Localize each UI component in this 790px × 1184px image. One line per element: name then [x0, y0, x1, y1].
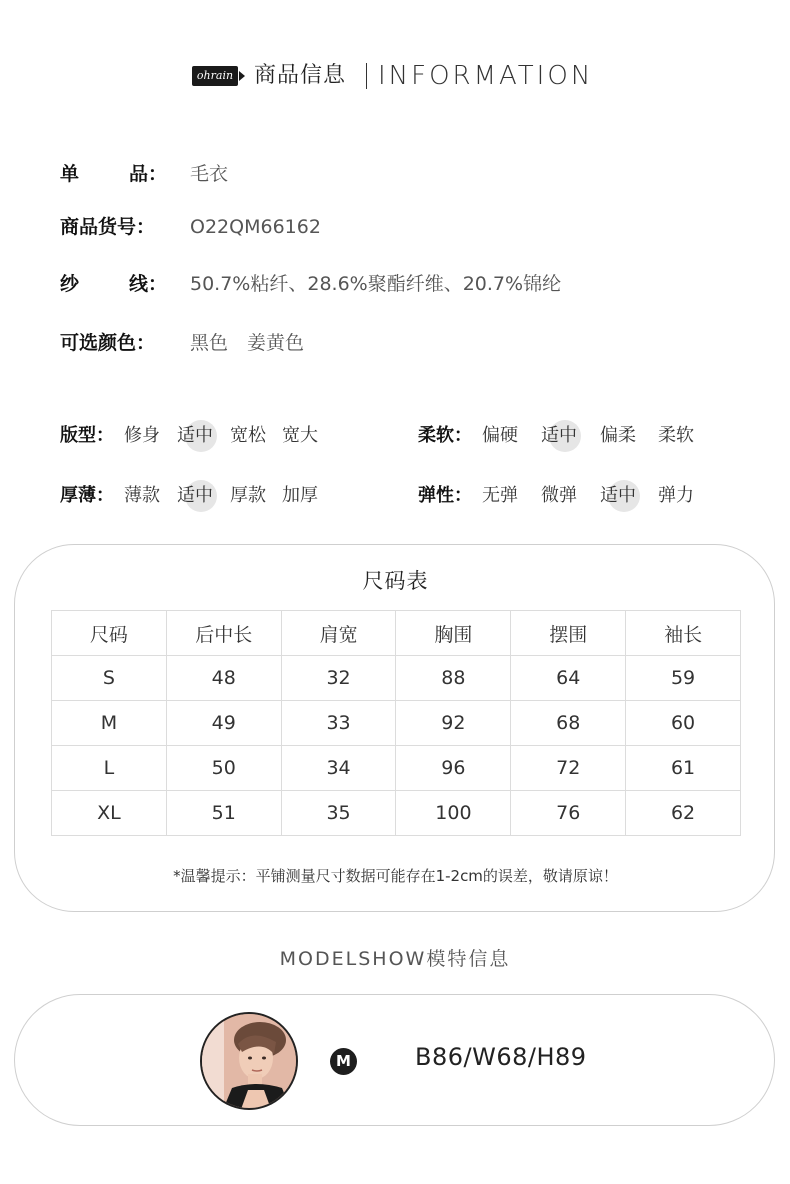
table-cell: 32 [281, 656, 396, 701]
header-divider [366, 63, 367, 89]
table-row [52, 656, 741, 701]
table-cell: 33 [281, 701, 396, 746]
attr-label: 弹性： [418, 485, 472, 506]
attr-option: 宽松 [230, 425, 266, 446]
table-header-cell: 胸围 [396, 611, 511, 656]
attr-option: 厚款 [230, 485, 266, 506]
model-portrait-icon [202, 1014, 298, 1110]
size-chart-note: *温馨提示：平铺测量尺寸数据可能存在1-2cm的误差，敬请原谅！ [173, 867, 618, 885]
table-row [52, 746, 741, 791]
info-value: 毛衣 [190, 163, 229, 185]
size-table [51, 610, 741, 836]
table-cell: 72 [511, 746, 626, 791]
info-label: 商品货号： [60, 216, 156, 238]
attr-thickness [60, 481, 360, 511]
brand-logo: ohrain [192, 66, 238, 86]
size-chart-card [14, 544, 775, 912]
table-cell: L [52, 746, 167, 791]
table-cell: 60 [626, 701, 741, 746]
attr-option-selected: 适中 [177, 421, 213, 451]
attr-option: 弹力 [658, 485, 694, 506]
attr-elasticity [418, 481, 738, 511]
table-header-cell: 尺码 [52, 611, 167, 656]
info-value: O22QM66162 [190, 216, 321, 238]
play-arrow-icon [239, 71, 245, 81]
table-cell: 76 [511, 791, 626, 836]
model-measurements: B86/W68/H89 [415, 1043, 587, 1071]
table-header-row [52, 611, 741, 656]
table-cell: 59 [626, 656, 741, 701]
table-cell: 68 [511, 701, 626, 746]
table-cell: M [52, 701, 167, 746]
attr-softness [418, 421, 738, 451]
header-title-cn: 商品信息 [254, 63, 347, 88]
attr-option: 偏硬 [482, 425, 518, 446]
attr-label: 厚薄： [60, 485, 114, 506]
attr-label: 柔软： [418, 425, 472, 446]
model-section-title: MODELSHOW模特信息 [279, 948, 511, 970]
attr-option: 偏柔 [600, 425, 636, 446]
info-label: 可选颜色： [60, 332, 156, 354]
table-cell: 92 [396, 701, 511, 746]
table-cell: 48 [166, 656, 281, 701]
table-cell: 88 [396, 656, 511, 701]
model-card [14, 994, 775, 1126]
attr-option: 加厚 [282, 485, 318, 506]
table-cell: 49 [166, 701, 281, 746]
model-avatar [200, 1012, 298, 1110]
table-cell: 100 [396, 791, 511, 836]
table-cell: 62 [626, 791, 741, 836]
table-header-cell: 袖长 [626, 611, 741, 656]
attr-option: 微弹 [541, 485, 577, 506]
table-header-cell: 肩宽 [281, 611, 396, 656]
attr-option: 无弹 [482, 485, 518, 506]
attr-option: 柔软 [658, 425, 694, 446]
attr-option-selected: 适中 [600, 481, 636, 511]
model-size-badge: M [330, 1048, 357, 1075]
table-row [52, 791, 741, 836]
table-row [52, 701, 741, 746]
table-cell: 61 [626, 746, 741, 791]
table-cell: 64 [511, 656, 626, 701]
attr-label: 版型： [60, 425, 114, 446]
attr-option: 宽大 [282, 425, 318, 446]
table-header-cell: 摆围 [511, 611, 626, 656]
table-cell: XL [52, 791, 167, 836]
page-header [0, 60, 790, 94]
attr-fit [60, 421, 360, 451]
attr-option: 薄款 [124, 485, 160, 506]
info-value: 50.7%粘纤、28.6%聚酯纤维、20.7%锦纶 [190, 273, 562, 295]
table-cell: 35 [281, 791, 396, 836]
table-cell: 96 [396, 746, 511, 791]
table-cell: 50 [166, 746, 281, 791]
table-cell: 51 [166, 791, 281, 836]
attr-option-selected: 适中 [541, 421, 577, 451]
size-chart-title: 尺码表 [362, 569, 429, 593]
table-cell: 34 [281, 746, 396, 791]
table-cell: S [52, 656, 167, 701]
header-title-en: INFORMATION [378, 61, 594, 91]
table-header-cell: 后中长 [166, 611, 281, 656]
info-value: 黑色 姜黄色 [190, 332, 305, 354]
attr-option-selected: 适中 [177, 481, 213, 511]
attr-option: 修身 [124, 425, 160, 446]
